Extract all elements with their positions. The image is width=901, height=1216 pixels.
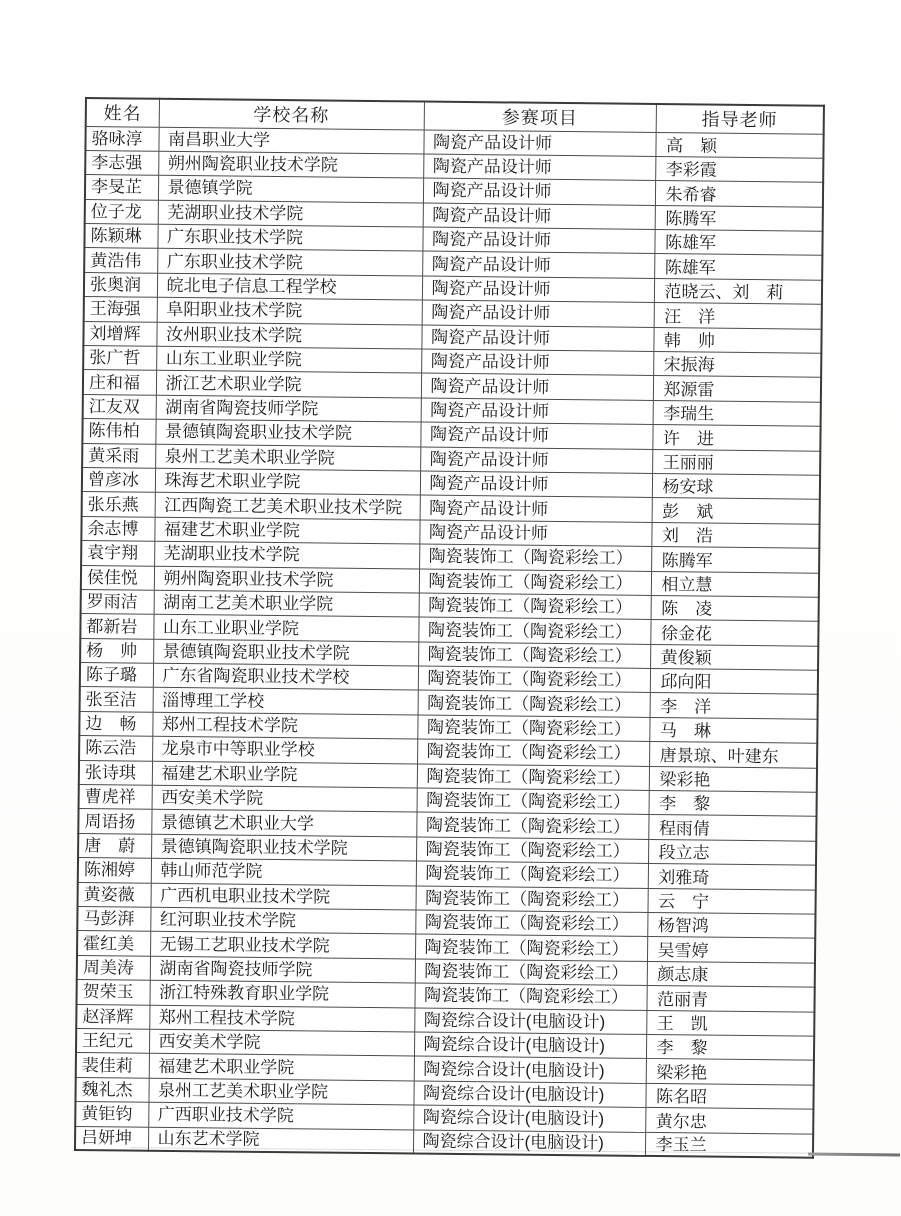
cell-teacher-name: 邱向阳 (650, 669, 818, 695)
cell-project-name: 陶瓷装饰工（陶瓷彩绘工） (419, 544, 651, 571)
cell-project-name: 陶瓷综合设计(电脑设计) (413, 1130, 645, 1157)
cell-school-name: 阜阳职业技术学院 (157, 297, 422, 324)
cell-project-name: 陶瓷产品设计师 (422, 276, 654, 303)
cell-teacher-name: 黄尔忠 (645, 1108, 813, 1134)
cell-teacher-name: 陈名昭 (645, 1083, 813, 1109)
cell-school-name: 南昌职业大学 (158, 127, 423, 154)
cell-project-name: 陶瓷装饰工（陶瓷彩绘工） (417, 788, 649, 815)
cell-teacher-name: 马 琳 (649, 717, 817, 743)
cell-school-name: 山东艺术学院 (148, 1127, 413, 1154)
cell-teacher-name: 郑源雷 (653, 376, 821, 402)
cell-school-name: 景德镇陶瓷职业技术学院 (151, 834, 416, 861)
cell-contestant-name: 裴佳莉 (76, 1053, 149, 1078)
cell-project-name: 陶瓷综合设计(电脑设计) (413, 1081, 645, 1108)
cell-project-name: 陶瓷产品设计师 (423, 178, 655, 205)
cell-teacher-name: 李瑞生 (653, 400, 821, 426)
cell-teacher-name: 朱希睿 (655, 181, 823, 207)
cell-school-name: 福建艺术职业学院 (152, 761, 417, 788)
cell-teacher-name: 云 宁 (647, 888, 815, 914)
cell-school-name: 山东工业职业学院 (156, 346, 421, 373)
cell-teacher-name: 杨安球 (652, 473, 820, 499)
cell-project-name: 陶瓷装饰工（陶瓷彩绘工） (419, 593, 651, 620)
cell-contestant-name: 周美涛 (77, 955, 150, 980)
cell-contestant-name: 霍红美 (77, 931, 150, 956)
cell-contestant-name: 张奥润 (84, 272, 157, 297)
cell-contestant-name: 都新岩 (80, 614, 153, 639)
cell-project-name: 陶瓷产品设计师 (420, 422, 652, 449)
cell-teacher-name: 陈 凌 (651, 595, 819, 621)
cell-contestant-name: 张乐燕 (82, 492, 155, 517)
cell-school-name: 郑州工程技术学院 (149, 1005, 414, 1032)
cell-teacher-name: 韩 帅 (653, 327, 821, 353)
cell-school-name: 广东职业技术学院 (157, 224, 422, 251)
cell-project-name: 陶瓷装饰工（陶瓷彩绘工） (418, 642, 650, 669)
cell-project-name: 陶瓷装饰工（陶瓷彩绘工） (418, 666, 650, 693)
column-header-project: 参赛项目 (424, 102, 656, 132)
cell-contestant-name: 张诗琪 (79, 760, 152, 785)
cell-school-name: 朔州陶瓷职业技术学院 (158, 151, 423, 178)
cell-project-name: 陶瓷装饰工（陶瓷彩绘工） (415, 959, 647, 986)
cell-teacher-name: 陈雄军 (654, 230, 822, 256)
cell-project-name: 陶瓷产品设计师 (420, 447, 652, 474)
cell-teacher-name: 李玉兰 (645, 1132, 813, 1158)
cell-contestant-name: 曹虎祥 (79, 785, 152, 810)
cell-contestant-name: 杨 帅 (80, 638, 153, 663)
cell-project-name: 陶瓷产品设计师 (420, 471, 652, 498)
cell-school-name: 西安美术学院 (152, 785, 417, 812)
table-body (75, 126, 824, 1158)
cell-contestant-name: 江友双 (83, 394, 156, 419)
cell-project-name: 陶瓷产品设计师 (419, 520, 651, 547)
cell-school-name: 景德镇陶瓷职业技术学院 (153, 639, 418, 666)
cell-contestant-name: 罗雨洁 (81, 589, 154, 614)
cell-teacher-name: 王 凯 (646, 1010, 814, 1036)
cell-project-name: 陶瓷产品设计师 (423, 130, 655, 157)
cell-school-name: 湖南省陶瓷技师学院 (156, 395, 421, 422)
cell-teacher-name: 汪 洋 (654, 303, 822, 329)
cell-teacher-name: 范晓云、刘 莉 (654, 278, 822, 304)
cell-project-name: 陶瓷综合设计(电脑设计) (414, 1056, 646, 1083)
cell-school-name: 江西陶瓷工艺美术职业技术学院 (155, 493, 420, 520)
cell-contestant-name: 张广哲 (83, 346, 156, 371)
cell-project-name: 陶瓷装饰工（陶瓷彩绘工） (415, 910, 647, 937)
cell-teacher-name: 李 黎 (646, 1034, 814, 1060)
cell-teacher-name: 相立慧 (651, 571, 819, 597)
cell-teacher-name: 李 黎 (649, 790, 817, 816)
cell-teacher-name: 宋振海 (653, 351, 821, 377)
cell-contestant-name: 李志强 (85, 150, 158, 175)
cell-project-name: 陶瓷装饰工（陶瓷彩绘工） (418, 691, 650, 718)
cell-school-name: 龙泉市中等职业学校 (152, 737, 417, 764)
cell-teacher-name: 梁彩艳 (649, 766, 817, 792)
cell-contestant-name: 黄钜钧 (75, 1102, 148, 1127)
cell-project-name: 陶瓷装饰工（陶瓷彩绘工） (417, 739, 649, 766)
cell-project-name: 陶瓷产品设计师 (421, 349, 653, 376)
cell-project-name: 陶瓷装饰工（陶瓷彩绘工） (415, 934, 647, 961)
cell-school-name: 广东省陶瓷职业技术学校 (153, 663, 418, 690)
cell-contestant-name: 赵泽辉 (76, 1004, 149, 1029)
cell-school-name: 朔州陶瓷职业技术学院 (154, 566, 419, 593)
cell-contestant-name: 陈颖琳 (84, 224, 157, 249)
cell-teacher-name: 徐金花 (650, 620, 818, 646)
cell-project-name: 陶瓷产品设计师 (421, 373, 653, 400)
cell-contestant-name: 黄浩伟 (84, 248, 157, 273)
cell-school-name: 泉州工艺美术职业学院 (155, 444, 420, 471)
cell-school-name: 广西职业技术学院 (148, 1102, 413, 1129)
cell-project-name: 陶瓷装饰工（陶瓷彩绘工） (418, 617, 650, 644)
cell-school-name: 无锡工艺职业技术学院 (150, 932, 415, 959)
cell-teacher-name: 刘 浩 (651, 522, 819, 548)
cell-contestant-name: 骆咏淳 (85, 126, 158, 151)
cell-school-name: 景德镇陶瓷职业技术学院 (155, 419, 420, 446)
cell-teacher-name: 王丽丽 (652, 449, 820, 475)
cell-project-name: 陶瓷装饰工（陶瓷彩绘工） (416, 861, 648, 888)
column-header-school: 学校名称 (159, 99, 424, 130)
cell-school-name: 皖北电子信息工程学校 (157, 273, 422, 300)
cell-school-name: 福建艺术职业学院 (154, 517, 419, 544)
cell-school-name: 广西机电职业技术学院 (151, 883, 416, 910)
cell-school-name: 广东职业技术学院 (157, 249, 422, 276)
cell-teacher-name: 程雨倩 (648, 815, 816, 841)
cell-contestant-name: 李旻芷 (85, 175, 158, 200)
contestants-table (74, 97, 825, 1159)
cell-school-name: 福建艺术职业学院 (149, 1054, 414, 1081)
cell-contestant-name: 侯佳悦 (81, 565, 154, 590)
cell-project-name: 陶瓷综合设计(电脑设计) (414, 1032, 646, 1059)
cell-contestant-name: 唐 蔚 (78, 833, 151, 858)
cell-teacher-name: 刘雅琦 (648, 864, 816, 890)
cell-school-name: 泉州工艺美术职业学院 (148, 1078, 413, 1105)
cell-project-name: 陶瓷产品设计师 (423, 203, 655, 230)
cell-contestant-name: 陈云浩 (79, 736, 152, 761)
cell-school-name: 淄博理工学校 (153, 688, 418, 715)
cell-contestant-name: 边 畅 (79, 711, 152, 736)
cell-school-name: 珠海艺术职业学院 (155, 468, 420, 495)
cell-project-name: 陶瓷产品设计师 (421, 325, 653, 352)
cell-project-name: 陶瓷装饰工（陶瓷彩绘工） (416, 837, 648, 864)
cell-teacher-name: 吴雪婷 (647, 937, 815, 963)
cell-teacher-name: 许 进 (652, 425, 820, 451)
cell-project-name: 陶瓷装饰工（陶瓷彩绘工） (417, 715, 649, 742)
cell-school-name: 芜湖职业技术学院 (154, 541, 419, 568)
cell-teacher-name: 颜志康 (647, 961, 815, 987)
cell-teacher-name: 唐景琼、叶建东 (649, 742, 817, 768)
cell-project-name: 陶瓷产品设计师 (421, 398, 653, 425)
contestants-table-wrap (74, 97, 823, 1159)
cell-project-name: 陶瓷产品设计师 (422, 227, 654, 254)
cell-teacher-name: 段立志 (648, 839, 816, 865)
cell-contestant-name: 周语扬 (78, 809, 151, 834)
cell-contestant-name: 吕妍坤 (75, 1126, 148, 1151)
cell-school-name: 汝州职业技术学院 (156, 322, 421, 349)
cell-project-name: 陶瓷综合设计(电脑设计) (414, 1008, 646, 1035)
cell-contestant-name: 马彭湃 (77, 906, 150, 931)
cell-project-name: 陶瓷装饰工（陶瓷彩绘工） (416, 812, 648, 839)
cell-project-name: 陶瓷装饰工（陶瓷彩绘工） (417, 764, 649, 791)
cell-contestant-name: 刘增辉 (83, 321, 156, 346)
cell-contestant-name: 陈伟柏 (82, 419, 155, 444)
cell-contestant-name: 王纪元 (76, 1028, 149, 1053)
cell-teacher-name: 李 洋 (650, 693, 818, 719)
cell-teacher-name: 范丽青 (646, 986, 814, 1012)
cell-contestant-name: 黄姿薇 (78, 882, 151, 907)
cell-school-name: 浙江艺术职业学院 (156, 371, 421, 398)
cell-contestant-name: 王海强 (84, 297, 157, 322)
cell-school-name: 景德镇学院 (158, 176, 423, 203)
cell-contestant-name: 贺荣玉 (77, 980, 150, 1005)
cell-school-name: 浙江特殊教育职业学院 (149, 980, 414, 1007)
cell-project-name: 陶瓷装饰工（陶瓷彩绘工） (419, 569, 651, 596)
column-header-teacher: 指导老师 (656, 104, 824, 134)
cell-project-name: 陶瓷产品设计师 (422, 300, 654, 327)
cell-school-name: 红河职业技术学院 (150, 907, 415, 934)
scan-artifact-shadow (808, 1153, 900, 1157)
cell-school-name: 湖南省陶瓷技师学院 (150, 956, 415, 983)
cell-contestant-name: 袁宇翔 (81, 541, 154, 566)
cell-project-name: 陶瓷产品设计师 (423, 154, 655, 181)
cell-school-name: 景德镇艺术职业大学 (151, 810, 416, 837)
cell-teacher-name: 杨智鸿 (647, 912, 815, 938)
cell-teacher-name: 陈雄军 (654, 254, 822, 280)
cell-contestant-name: 曾彦冰 (82, 467, 155, 492)
cell-school-name: 山东工业职业学院 (153, 615, 418, 642)
cell-teacher-name: 陈腾军 (651, 547, 819, 573)
cell-teacher-name: 高 颖 (655, 132, 823, 158)
cell-teacher-name: 李彩霞 (655, 156, 823, 182)
cell-contestant-name: 庄和福 (83, 370, 156, 395)
cell-project-name: 陶瓷产品设计师 (422, 251, 654, 278)
cell-contestant-name: 位子龙 (85, 199, 158, 224)
cell-school-name: 湖南工艺美术职业学院 (154, 590, 419, 617)
cell-teacher-name: 陈腾军 (655, 205, 823, 231)
cell-teacher-name: 梁彩艳 (646, 1059, 814, 1085)
cell-school-name: 西安美术学院 (149, 1029, 414, 1056)
cell-school-name: 郑州工程技术学院 (152, 712, 417, 739)
cell-teacher-name: 彭 斌 (652, 498, 820, 524)
cell-contestant-name: 张至洁 (80, 687, 153, 712)
cell-contestant-name: 陈湘婷 (78, 858, 151, 883)
cell-contestant-name: 余志博 (81, 516, 154, 541)
cell-school-name: 韩山师范学院 (151, 858, 416, 885)
column-header-name: 姓名 (86, 98, 159, 127)
cell-project-name: 陶瓷产品设计师 (420, 495, 652, 522)
cell-school-name: 芜湖职业技术学院 (158, 200, 423, 227)
cell-contestant-name: 黄采雨 (82, 443, 155, 468)
cell-project-name: 陶瓷装饰工（陶瓷彩绘工） (416, 886, 648, 913)
cell-contestant-name: 魏礼杰 (75, 1077, 148, 1102)
cell-project-name: 陶瓷装饰工（陶瓷彩绘工） (414, 983, 646, 1010)
cell-project-name: 陶瓷综合设计(电脑设计) (413, 1105, 645, 1132)
cell-teacher-name: 黄俊颖 (650, 644, 818, 670)
cell-contestant-name: 陈子璐 (80, 663, 153, 688)
